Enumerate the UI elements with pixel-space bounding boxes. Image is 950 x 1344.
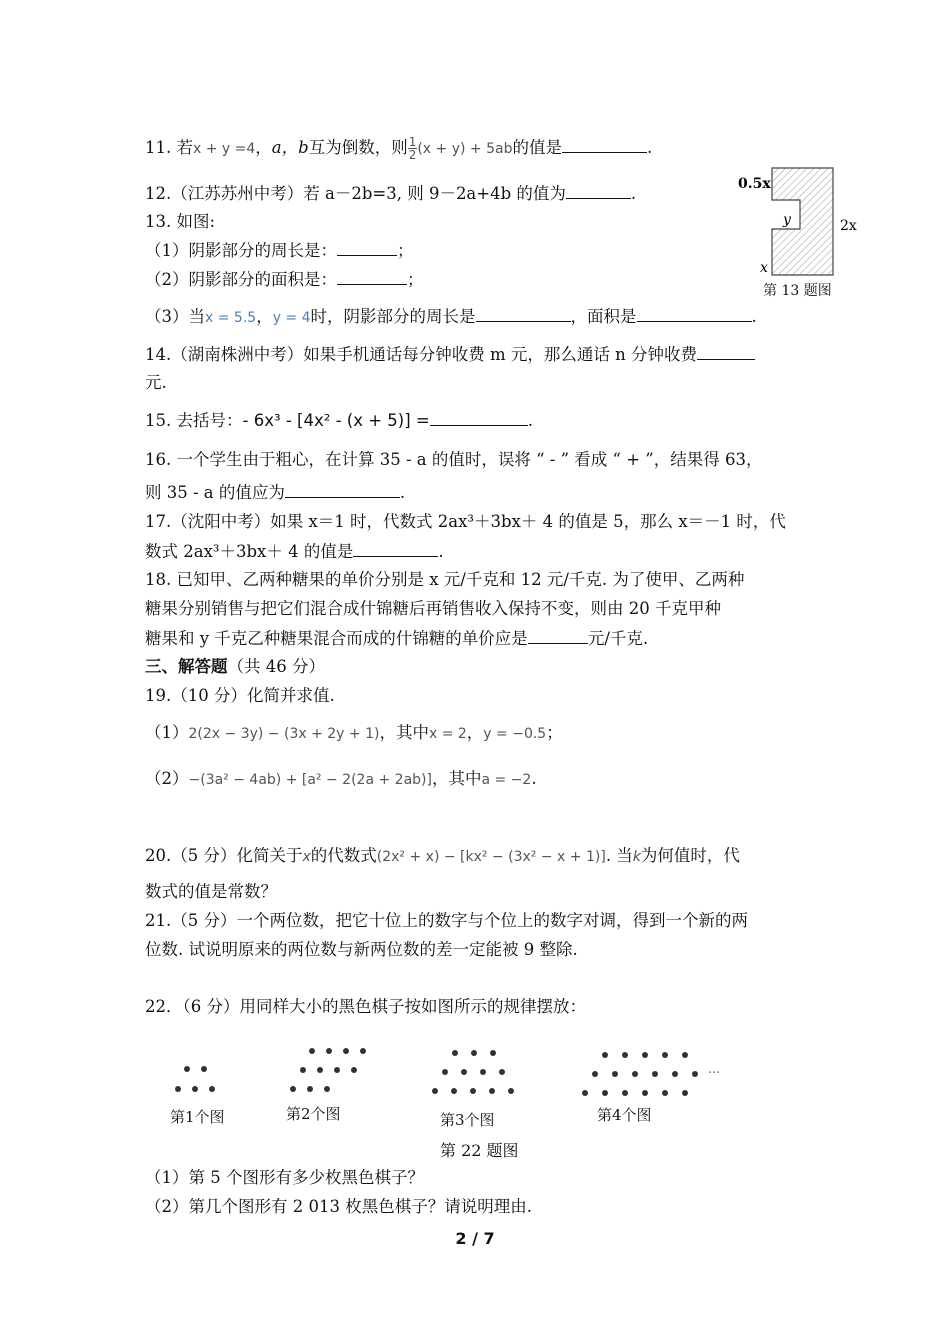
q18-unit: 元/千克. bbox=[587, 629, 649, 648]
q21-line2: 位数. 试说明原来的两位数与新两位数的差一定能被 9 整除. bbox=[145, 940, 578, 959]
section3-heading bbox=[145, 656, 325, 678]
q22-fig2-label: 第2个图 bbox=[286, 1105, 341, 1123]
q16-end: . bbox=[399, 483, 406, 502]
q12-blank[interactable] bbox=[566, 182, 631, 199]
q11-fraction bbox=[408, 136, 418, 161]
q13-part1-text: （1）阴影部分的周长是： bbox=[145, 241, 337, 260]
q13-label-right: 2x bbox=[840, 218, 857, 234]
q13-figure bbox=[730, 160, 865, 300]
q20-text-d: 为何值时，代 bbox=[640, 846, 740, 865]
q13-part2-text: （2）阴影部分的面积是： bbox=[145, 270, 337, 289]
q11-comma: ， bbox=[255, 138, 272, 157]
q13-part3-text-b: 时，阴影部分的周长是 bbox=[310, 307, 476, 326]
q11-expression: (x + y) + 5ab bbox=[417, 141, 513, 157]
q18-text: 糖果和 y 千克乙种糖果混合而成的什锦糖的单价应是 bbox=[145, 629, 528, 648]
q20-expression: (2x² + x) − [kx² − (3x² − x + 1)] bbox=[376, 849, 606, 865]
q17-end: . bbox=[438, 542, 444, 561]
q19-part1-sep: ， bbox=[466, 723, 484, 742]
q13-figure-caption: 第 13 题图 bbox=[763, 283, 832, 299]
q13-label-x: x bbox=[760, 260, 768, 276]
q13-perimeter-blank[interactable] bbox=[476, 305, 571, 322]
q13-area-blank[interactable] bbox=[637, 305, 752, 322]
q11-frac-num: 1 bbox=[408, 135, 417, 149]
q12-end: . bbox=[630, 184, 637, 203]
page-number: 2 / 7 bbox=[455, 1229, 495, 1248]
q21-line1: 21.（5 分）一个两位数，把它十位上的数字与个位上的数字对调，得到一个新的两 bbox=[145, 911, 748, 930]
q19-part2-end: . bbox=[531, 769, 537, 788]
q22-ellipsis: ··· bbox=[708, 1066, 721, 1081]
q19-part1-y: y = −0.5 bbox=[483, 726, 547, 742]
q12-line bbox=[145, 182, 636, 205]
q17-text: 数式 2ax³＋3bx＋ 4 的值是 bbox=[145, 542, 354, 561]
q18-line3 bbox=[145, 627, 648, 650]
q13-part1: （1）阴影部分的周长是： ； bbox=[145, 241, 414, 260]
section3-title: 三、解答题 bbox=[145, 657, 228, 676]
q20-line2: 数式的值是常数？ bbox=[145, 882, 277, 901]
q15-label: 15. 去括号： bbox=[145, 411, 243, 430]
q14-line1 bbox=[145, 343, 755, 366]
q22-fig3-label: 第3个图 bbox=[440, 1111, 495, 1129]
section3-note: （共 46 分） bbox=[227, 657, 325, 676]
q18-blank[interactable] bbox=[528, 627, 588, 644]
q16-blank[interactable] bbox=[285, 481, 400, 498]
q20-line1 bbox=[145, 845, 740, 868]
q22-fig1-label: 第1个图 bbox=[170, 1108, 225, 1126]
q15-line bbox=[145, 409, 533, 432]
q19-part1-label: （1） bbox=[145, 723, 189, 742]
q19-part1-x: x = 2 bbox=[428, 726, 467, 742]
q13-x-value: x = 5.5 bbox=[205, 310, 257, 326]
q13-part3-text-a: （3）当 bbox=[145, 307, 205, 326]
q11-text: 互为倒数，则 bbox=[308, 138, 408, 157]
q20-text-a: 20.（5 分）化简关于 bbox=[145, 846, 303, 865]
q11-label: 11. 若 bbox=[145, 138, 193, 157]
q11-blank[interactable] bbox=[562, 136, 647, 153]
q13-shaded-shape bbox=[772, 168, 833, 275]
q22-fig4-label: 第4个图 bbox=[597, 1106, 652, 1124]
q22-figure-caption: 第 22 题图 bbox=[440, 1141, 519, 1160]
q20-k: k bbox=[632, 849, 641, 865]
q17-line2 bbox=[145, 540, 444, 563]
q14-blank[interactable] bbox=[697, 343, 755, 360]
q19-part2-where: ，其中 bbox=[431, 769, 482, 788]
q22-part1: （1）第 5 个图形有多少枚黑色棋子？ bbox=[145, 1168, 424, 1187]
q11-frac-den: 2 bbox=[408, 148, 417, 162]
q13-part2-blank[interactable] bbox=[337, 268, 407, 285]
q13-sep: ， bbox=[256, 307, 273, 326]
q19-part1-expression: 2(2x − 3y) − (3x + 2y + 1) bbox=[188, 726, 380, 742]
q13-label-top: 0.5x bbox=[738, 176, 771, 192]
q22-part2: （2）第几个图形有 2 013 枚黑色棋子？请说明理由. bbox=[145, 1197, 532, 1216]
q13-part3-text-c: ，面积是 bbox=[570, 307, 637, 326]
q12-text: 12.（江苏苏州中考）若 a－2b=3, 则 9－2a+4b 的值为 bbox=[145, 184, 566, 203]
q15-blank[interactable] bbox=[430, 409, 528, 426]
q22-pattern-1 bbox=[175, 1066, 215, 1092]
q20-x: x bbox=[302, 849, 311, 865]
q22-pattern-4 bbox=[582, 1052, 698, 1096]
q22-pattern-2 bbox=[290, 1048, 366, 1092]
q19-part1-end: ； bbox=[546, 723, 563, 742]
q11-line bbox=[145, 136, 652, 161]
q11-condition: x + y =4 bbox=[193, 141, 256, 157]
q22-title: 22．（6 分）用同样大小的黑色棋子按如图所示的规律摆放： bbox=[145, 997, 586, 1016]
q19-title: 19.（10 分）化简并求值. bbox=[145, 686, 335, 705]
q15-end: . bbox=[527, 411, 533, 430]
q16-text: 则 35 - a 的值应为 bbox=[145, 483, 285, 502]
q19-part1 bbox=[145, 722, 563, 745]
q13-y-value: y = 4 bbox=[272, 310, 311, 326]
q19-part2 bbox=[145, 768, 537, 791]
q11-suffix: 的值是 bbox=[512, 138, 562, 157]
q13-part1-blank[interactable] bbox=[337, 239, 397, 256]
q17-line1: 17.（沈阳中考）如果 x＝1 时，代数式 2ax³＋3bx＋ 4 的值是 5，那么 x＝－1 时，代 bbox=[145, 512, 786, 531]
q13-part2: （2）阴影部分的面积是： ； bbox=[145, 270, 424, 289]
q19-part2-expression: −(3a² − 4ab) + [a² − 2(2a + 2ab)] bbox=[188, 772, 432, 788]
q11-end: . bbox=[646, 138, 653, 157]
q15-expression: - 6x³ - [4x² - (x + 5)] = bbox=[242, 411, 430, 430]
q17-blank[interactable] bbox=[353, 540, 438, 557]
q19-part2-label: （2） bbox=[145, 769, 189, 788]
q20-text-b: 的代数式 bbox=[310, 846, 377, 865]
q13-title: 13. 如图: bbox=[145, 212, 216, 231]
q19-part1-where: ，其中 bbox=[379, 723, 429, 742]
q19-part2-a: a = −2 bbox=[481, 772, 532, 788]
q14-text: 14.（湖南株洲中考）如果手机通话每分钟收费 m 元，那么通话 n 分钟收费 bbox=[145, 345, 697, 364]
q14-line2: 元. bbox=[145, 373, 167, 392]
q16-line1: 16. 一个学生由于粗心，在计算 35 - a 的值时，误将 “ - ” 看成 “ + ”，结果得 63， bbox=[145, 450, 763, 469]
q13-label-y: y bbox=[783, 212, 791, 228]
q20-text-c: . 当 bbox=[605, 846, 633, 865]
q22-pattern-3 bbox=[432, 1050, 514, 1094]
q18-line2: 糖果分别销售与把它们混合成什锦糖后再销售收入保持不变，则由 20 千克甲种 bbox=[145, 599, 721, 618]
q13-part3: （3）当x = 5.5，y = 4时，阴影部分的周长是 ，面积是 . bbox=[145, 307, 757, 326]
q18-line1: 18. 已知甲、乙两种糖果的单价分别是 x 元/千克和 12 元/千克. 为了使甲、乙两种 bbox=[145, 570, 745, 589]
q16-line2 bbox=[145, 481, 405, 504]
q11-ab: a，b bbox=[271, 138, 309, 157]
